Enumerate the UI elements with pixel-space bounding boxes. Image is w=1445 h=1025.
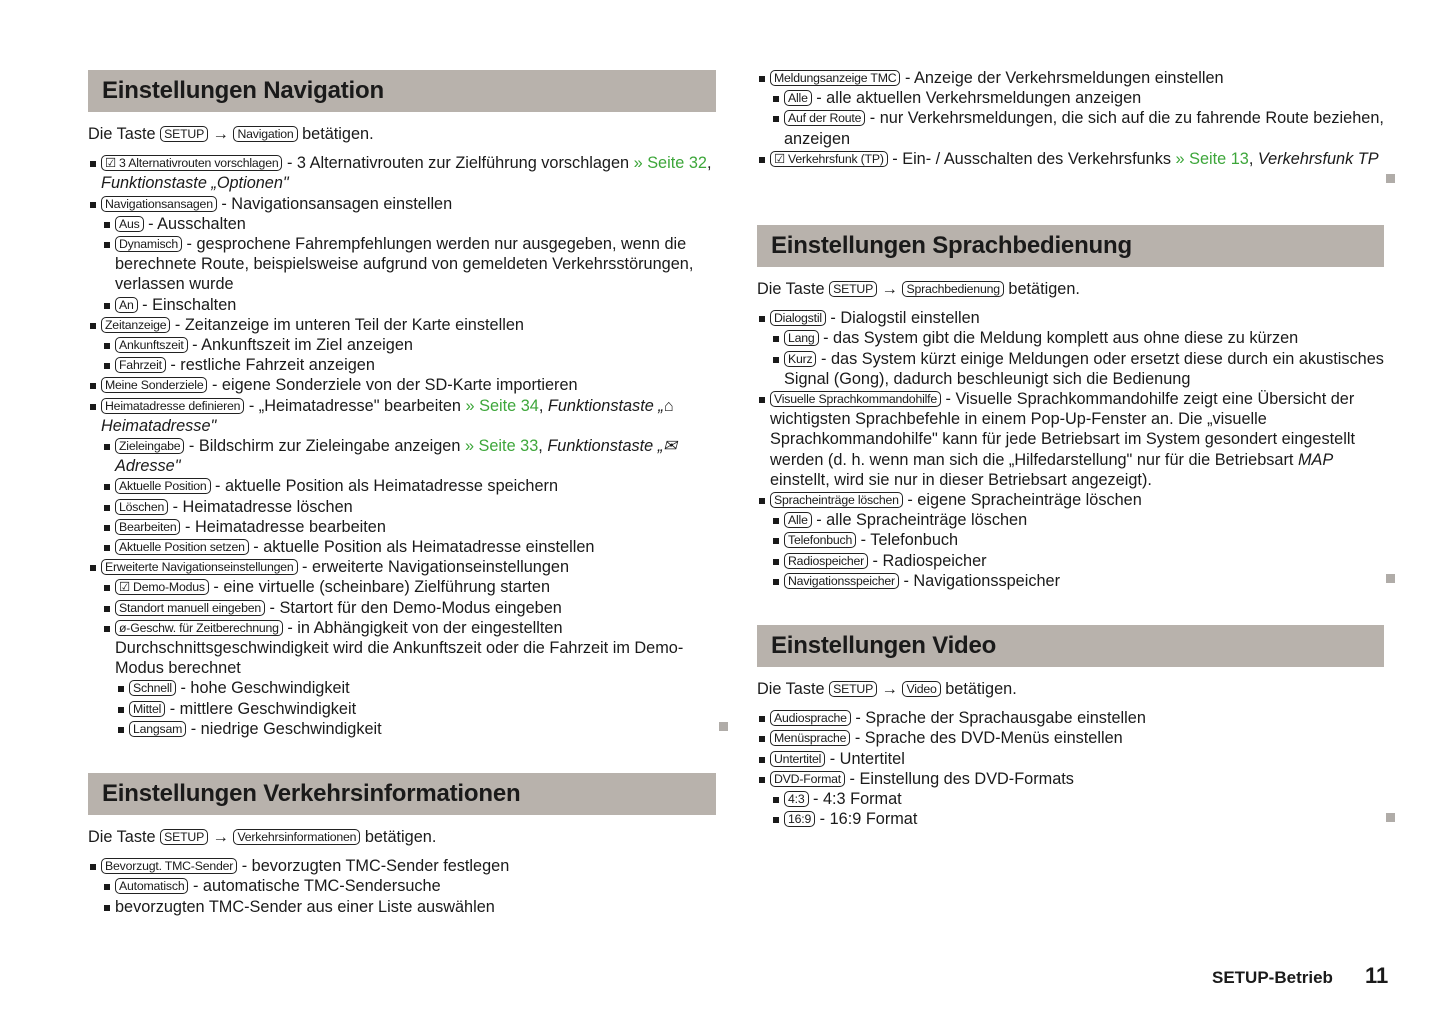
item-text: - eigene Spracheinträge löschen [902,491,1142,510]
key-label: ☑ 3 Alternativrouten vorschlagen [101,155,282,171]
item-text: - Navigationsspeicher [898,571,1061,590]
item-text: - alle aktuellen Verkehrsmeldungen anzeigen [811,89,1142,108]
bullet-icon [773,116,779,122]
item-text: - Heimatadresse löschen [168,497,353,516]
item-text: - eine virtuelle (scheinbare) Zielführung starten [208,578,551,597]
item-text: - 3 Alternativrouten zur Zielführung vorschlagen [282,154,634,173]
list-item [771,530,1384,550]
item-text: - Startort für den Demo-Modus eingeben [265,598,562,617]
bullet-icon [759,397,765,403]
key-label: Kurz [784,351,816,367]
item-text: - Dialogstil einstellen [825,309,980,328]
key-label: Auf der Route [784,110,865,126]
item-text: Die Taste [757,280,830,298]
key-label: Navigation [233,126,297,142]
function-key-reference: Funktionstaste „⌂ Heimatadresse" [101,396,674,435]
bullet-icon [104,505,110,511]
item-text: - 16:9 Format [815,810,918,829]
key-label: Audiosprache [770,710,851,726]
item-text: einstellt, wird sie nur in dieser Betriebsart angezeigt). [770,470,1152,489]
bullet-icon [773,579,779,585]
item-text: - aktuelle Position als Heimatadresse speichern [210,477,559,496]
item-text: → [208,828,234,846]
key-label: Aktuelle Position [115,478,211,494]
bullet-icon [759,736,765,742]
key-label: Zeitanzeige [101,317,170,333]
list-item [757,749,1384,769]
bullet-icon [773,817,779,823]
bullet-icon [90,864,96,870]
bullet-icon [773,797,779,803]
list-item [757,490,1384,510]
item-text: betätigen. [297,125,374,143]
bullet-icon [759,498,765,504]
function-key-reference: Verkehrsfunk TP [1257,149,1379,168]
bullet-icon [773,336,779,342]
section-end-marker [1386,574,1395,583]
section-end-marker [1386,813,1395,822]
item-text: - Ausschalten [143,214,246,233]
key-label: Standort manuell eingeben [115,600,265,616]
bullet-icon [104,242,110,248]
key-label: Heimatadresse definieren [101,398,244,414]
bullet-icon [104,545,110,551]
list-item [102,517,716,537]
item-text: - gesprochene Fahrempfehlungen werden nur ausgegeben, wenn die berechnete Route, beispielsweise aufgrund von gemeldeten Verkehrsstörungen, verlassen wurde [115,235,694,294]
function-key-reference: Funktionstaste „✉ Adresse" [115,437,677,476]
list-item [116,699,716,719]
bullet-icon [90,323,96,329]
section-heading: Einstellungen Video [757,625,1384,667]
list-item [102,335,716,355]
list-item [88,856,716,876]
key-label: Automatisch [115,878,188,894]
list-item [771,108,1384,148]
item-text: - hohe Geschwindigkeit [175,679,350,698]
item-text: - bevorzugten TMC-Sender festlegen [237,857,510,876]
key-label: Ankunftszeit [115,337,188,353]
item-text: - mittlere Geschwindigkeit [165,699,357,718]
section-heading: Einstellungen Sprachbedienung [757,225,1384,267]
bullet-icon [104,525,110,531]
key-label: Radiospeicher [784,553,868,569]
key-label: ☑ Verkehrsfunk (TP) [770,151,888,167]
key-label: Langsam [129,721,186,737]
bullet-icon [773,357,779,363]
key-label: Aus [115,216,144,232]
bullet-icon [104,585,110,591]
key-label: Mittel [129,701,165,717]
item-text: - Zeitanzeige im unteren Teil der Karte einstellen [170,315,524,334]
list-item [757,68,1384,88]
key-label: Navigationsansagen [101,196,217,212]
list-item [757,708,1384,728]
key-label: Zieleingabe [115,438,184,454]
bullet-icon [118,727,124,733]
bullet-icon [104,343,110,349]
section-intro [88,827,716,847]
bullet-icon [104,303,110,309]
key-label: Untertitel [770,751,825,767]
page-reference-link[interactable]: » Seite 13 [1175,149,1249,168]
key-label: Aktuelle Position setzen [115,539,249,555]
list-item [757,769,1384,789]
settings-list [757,708,1384,829]
bullet-icon [90,404,96,410]
list-item [102,876,716,896]
item-text: - 4:3 Format [808,790,902,809]
section-traffic-info [88,773,716,917]
function-key-reference: MAP [1297,450,1334,469]
bullet-icon [90,383,96,389]
bullet-icon [759,777,765,783]
item-text: - aktuelle Position als Heimatadresse einstellen [248,538,595,557]
item-text: - in Abhängigkeit von der eingestellten Durchschnittsgeschwindigkeit wird die Ankunftszeit oder die Fahrzeit im Demo-Modus berechnet [115,618,684,678]
settings-list [88,856,716,917]
list-item [757,308,1384,328]
key-label: Menüsprache [770,730,850,746]
item-text: - das System gibt die Meldung komplett aus ohne diese zu kürzen [818,329,1299,348]
list-item [88,194,716,214]
key-label: Verkehrsinformationen [233,829,360,845]
list-item [102,214,716,234]
item-text: → [877,680,903,698]
item-text: - Bildschirm zur Zieleingabe anzeigen [184,437,465,456]
bullet-icon [773,96,779,102]
item-text: - Visuelle Sprachkommandohilfe zeigt eine Übersicht der wichtigsten Sprachbefehle in einem Pop-Up-Fenster an. Die „visuelle Sprachkommandohilfe" kann für jede Betriebsart im System gesondert eingestellt werden (d. h. wenn man sich die „Hilfedarstellung" nur für die Betriebsart [770,390,1355,469]
bullet-icon [104,222,110,228]
item-text: - Einstellung des DVD-Formats [845,769,1074,788]
list-item [771,328,1384,348]
section-intro [757,679,1384,699]
section-video [757,625,1384,829]
item-text: - Heimatadresse bearbeiten [180,517,386,536]
item-text: - alle Spracheinträge löschen [811,511,1028,530]
item-text: bevorzugten TMC-Sender aus einer Liste auswählen [115,897,495,916]
list-item [88,375,716,395]
item-text: betätigen. [1003,280,1080,298]
key-label: Lang [784,330,819,346]
bullet-icon [118,686,124,692]
list-item [102,497,716,517]
list-item [88,153,716,193]
item-text: - restliche Fahrzeit anzeigen [165,356,375,375]
bullet-icon [759,316,765,322]
key-label: Alle [784,90,812,106]
bullet-icon [759,76,765,82]
list-item [102,295,716,315]
item-text: - Radiospeicher [868,551,987,570]
key-label: Dialogstil [770,310,826,326]
bullet-icon [118,707,124,713]
list-item [102,436,716,476]
key-label: Meine Sonderziele [101,377,207,393]
key-label: Alle [784,512,812,528]
list-item [771,349,1384,389]
bullet-icon [104,363,110,369]
key-label: Bevorzugt. TMC-Sender [101,858,237,874]
list-item [771,551,1384,571]
item-text: - Navigationsansagen einstellen [216,194,453,213]
key-label: Fahrzeit [115,357,166,373]
list-item [102,476,716,496]
item-text: - niedrige Geschwindigkeit [186,719,382,738]
list-item [757,389,1384,490]
key-label: Sprachbedienung [902,281,1003,297]
item-text: → [208,125,234,143]
list-item [771,571,1384,591]
key-label: SETUP [160,829,208,845]
page-number: 11 [1365,963,1389,988]
bullet-icon [90,202,96,208]
item-text: , [706,154,712,173]
item-text: Die Taste [88,125,161,143]
item-text: - eigene Sonderziele von der SD-Karte importieren [207,376,578,395]
item-text: - automatische TMC-Sendersuche [188,877,441,896]
key-label: Video [902,681,940,697]
settings-list [757,68,1384,169]
item-text: - nur Verkehrsmeldungen, die sich auf die zu fahrende Route beziehen, anzeigen [784,109,1384,148]
list-item [102,577,716,597]
list-item [88,315,716,335]
item-text: → [877,280,903,298]
bullet-icon [90,565,96,571]
bullet-icon [90,161,96,167]
list-item [757,149,1384,169]
function-key-reference: Funktionstaste „Optionen" [101,174,289,193]
item-text: , [538,396,548,415]
item-text: - „Heimatadresse" bearbeiten [244,396,466,415]
page-reference-link[interactable]: » Seite 34 [465,396,539,415]
item-text: - Ankunftszeit im Ziel anzeigen [187,336,413,355]
key-label: Navigationsspeicher [784,573,899,589]
list-item [771,789,1384,809]
bullet-icon [759,757,765,763]
bullet-icon [773,518,779,524]
section-heading: Einstellungen Verkehrsinformationen [88,773,716,815]
key-label: 16:9 [784,811,815,827]
key-label: Telefonbuch [784,532,856,548]
section-voice-control [757,225,1384,591]
list-item [102,355,716,375]
key-label: Erweiterte Navigationseinstellungen [101,559,298,575]
list-item [102,618,716,679]
bullet-icon [104,444,110,450]
bullet-icon [759,157,765,163]
item-text: Die Taste [88,828,161,846]
bullet-icon [104,484,110,490]
key-label: Dynamisch [115,236,182,252]
key-label: SETUP [829,681,877,697]
list-item [88,557,716,577]
list-item [102,234,716,295]
key-label: Visuelle Sprachkommandohilfe [770,391,941,407]
item-text: - Sprache des DVD-Menüs einstellen [850,729,1123,748]
section-navigation [88,70,716,739]
settings-list [88,153,716,739]
bullet-icon [773,538,779,544]
key-label: Schnell [129,680,176,696]
list-item [757,728,1384,748]
page-reference-link[interactable]: » Seite 32 [633,154,707,173]
key-label: ☑ Demo-Modus [115,579,209,595]
list-item [88,396,716,436]
settings-list [757,308,1384,591]
section-heading: Einstellungen Navigation [88,70,716,112]
item-text: - erweiterte Navigationseinstellungen [297,558,570,577]
list-item [116,719,716,739]
item-text: - Untertitel [825,749,905,768]
key-label: SETUP [160,126,208,142]
item-text: - Anzeige der Verkehrsmeldungen einstellen [900,69,1224,87]
bullet-icon [104,626,110,632]
item-text: betätigen. [940,680,1017,698]
item-text: - Telefonbuch [856,531,959,550]
key-label: SETUP [829,281,877,297]
footer-chapter: SETUP-Betrieb [1212,968,1333,987]
key-label: 4:3 [784,791,809,807]
key-label: Meldungsanzeige TMC [770,70,900,86]
item-text: - Sprache der Sprachausgabe einstellen [850,709,1146,728]
bullet-icon [104,884,110,890]
section-intro [757,279,1384,299]
section-intro [88,124,716,144]
bullet-icon [759,716,765,722]
list-item [102,598,716,618]
key-label: Spracheinträge löschen [770,492,903,508]
item-text: - das System kürzt einige Meldungen oder ersetzt diese durch ein akustisches Signal (Gong), dadurch beschleunigt sich die Bedienung [784,349,1384,388]
bullet-icon [104,905,110,911]
key-label: Bearbeiten [115,519,180,535]
list-item [771,88,1384,108]
list-item [771,809,1384,829]
key-label: An [115,297,138,313]
bullet-icon [104,606,110,612]
list-item [102,537,716,557]
item-text: - Einschalten [137,295,237,314]
list-item [771,510,1384,530]
section-end-marker [1386,174,1395,183]
list-item [102,897,716,917]
list-item [116,678,716,698]
key-label: ø-Geschw. für Zeitberechnung [115,620,283,636]
key-label: DVD-Format [770,771,845,787]
item-text: , [1248,149,1258,168]
item-text: Die Taste [757,680,830,698]
section-end-marker [719,722,728,731]
item-text: betätigen. [360,828,437,846]
item-text: - Ein- / Ausschalten des Verkehrsfunks [887,149,1176,168]
bullet-icon [773,559,779,565]
section-traffic-info-continued [757,68,1384,169]
key-label: Löschen [115,499,168,515]
page-reference-link[interactable]: » Seite 33 [464,437,539,456]
item-text: , [538,437,548,456]
